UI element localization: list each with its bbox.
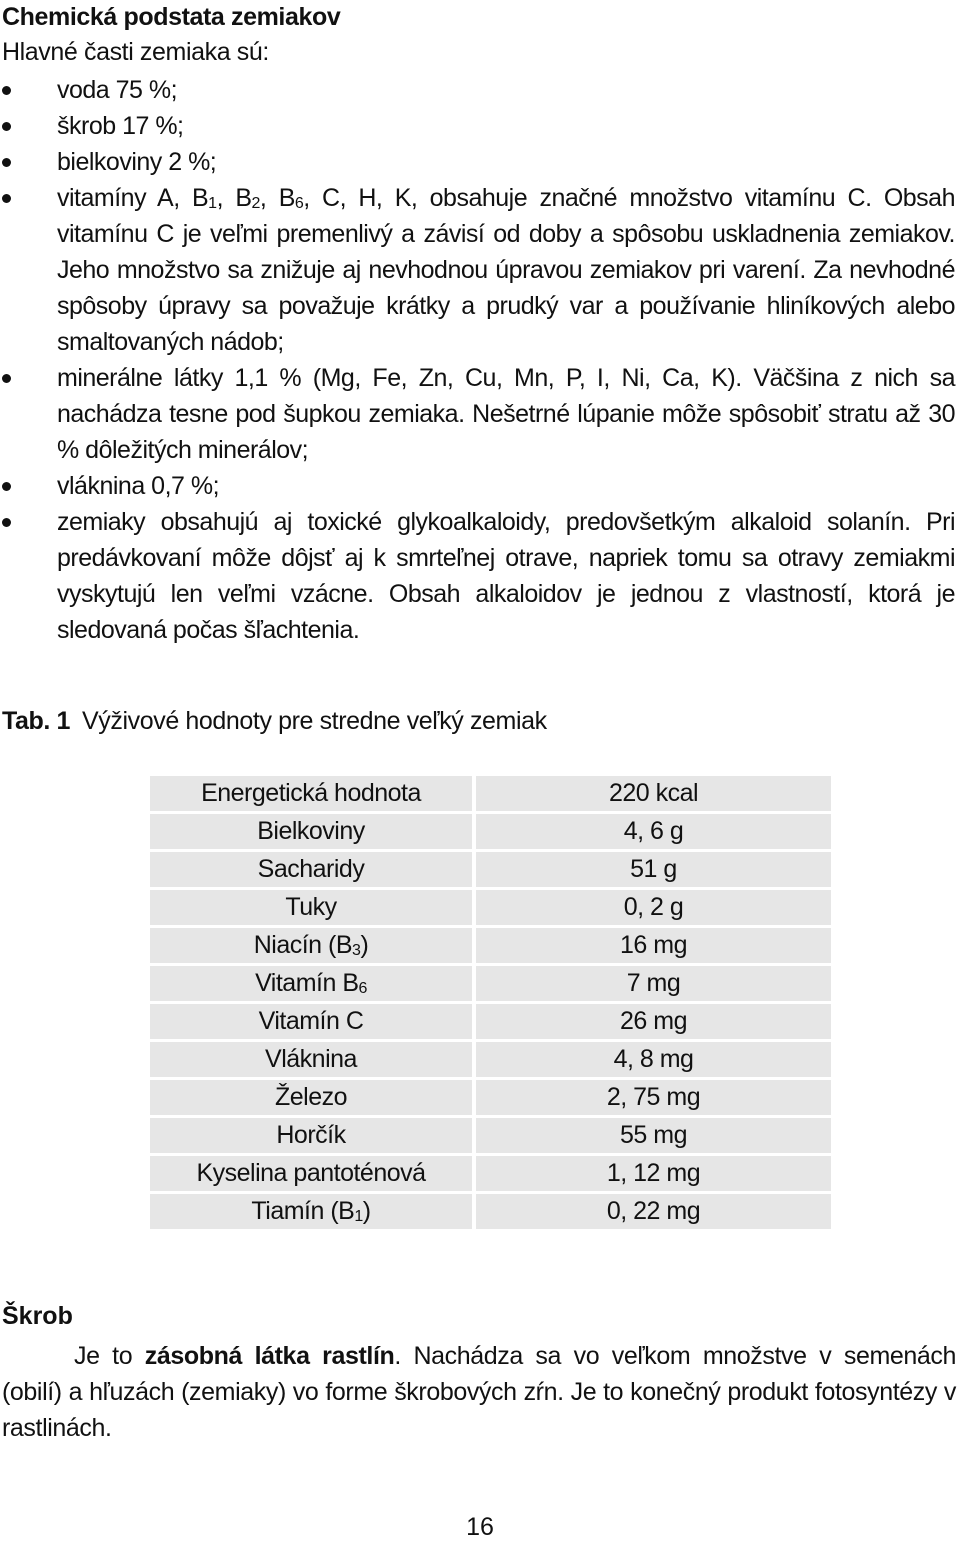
intro-text: Hlavné časti zemiaka sú: <box>2 38 269 66</box>
nutrient-value: 220 kcal <box>472 776 831 811</box>
nutrient-value: 16 mg <box>472 928 831 963</box>
table-caption <box>2 705 547 737</box>
bullet-list <box>0 72 960 648</box>
bullet-icon <box>2 194 11 203</box>
section-heading: Chemická podstata zemiakov <box>2 3 341 31</box>
nutrient-name: Bielkoviny <box>150 814 472 849</box>
table-row <box>150 776 831 811</box>
nutrient-name: Sacharidy <box>150 852 472 887</box>
nutrient-name: Tuky <box>150 890 472 925</box>
nutrient-value: 26 mg <box>472 1004 831 1039</box>
nutrient-name: Vitamín $B_6$ <box>150 966 472 1001</box>
nutrient-name: Tiamín $(B_1)$ <box>150 1194 472 1229</box>
table-row <box>150 1118 831 1153</box>
bullet-icon <box>2 86 11 95</box>
nutrient-name: Vitamín C <box>150 1004 472 1039</box>
list-item: vitamíny A, $B_1$, $B_2$, $B_6$, C, H, K, obsahuje značné množstvo vitamínu C. Obsah vitamínu C je veľmi premenlivý a závisí od doby a spôsobu uskladnenia zemiakov. Jeho množstvo sa znižuje aj nevhodnou úpravou zemiakov pri varení. Za nevhodné spôsoby úpravy sa považuje krátky a prudký var a používanie hliníkových alebo smaltovaných nádob; <box>0 180 955 360</box>
nutrient-name: Niacín $(B_3)$ <box>150 928 472 963</box>
list-item: škrob 17 %; <box>0 108 955 144</box>
nutrient-name: Železo <box>150 1080 472 1115</box>
nutrient-value: 2, 75 mg <box>472 1080 831 1115</box>
bullet-icon <box>2 518 11 527</box>
bullet-icon <box>2 482 11 491</box>
list-item: bielkoviny 2 %; <box>0 144 955 180</box>
nutrient-value: 55 mg <box>472 1118 831 1153</box>
nutrient-value: 4, 6 g <box>472 814 831 849</box>
section-heading-starch: Škrob <box>2 1302 73 1330</box>
nutrient-value: 51 g <box>472 852 831 887</box>
table-row <box>150 1156 831 1191</box>
table-row <box>150 966 831 1001</box>
list-item: minerálne látky 1,1 % (Mg, Fe, Zn, Cu, Mn, P, I, Ni, Ca, K). Väčšina z nich sa nachádza tesne pod šupkou zemiaka. Nešetrné lúpanie môže spôsobiť stratu až 30 % dôležitých minerálov; <box>0 360 955 468</box>
nutrient-name: Kyselina pantoténová <box>150 1156 472 1191</box>
nutrient-value: 0, 22 mg <box>472 1194 831 1229</box>
table-row <box>150 1194 831 1229</box>
nutrient-name: Horčík <box>150 1118 472 1153</box>
table-row <box>150 814 831 849</box>
nutrient-value: 0, 2 g <box>472 890 831 925</box>
bullet-icon <box>2 122 11 131</box>
table-title: Výživové hodnoty pre stredne veľký zemiak <box>82 707 547 735</box>
list-item: voda 75 %; <box>0 72 955 108</box>
table-row <box>150 1080 831 1115</box>
list-item: zemiaky obsahujú aj toxické glykoalkaloidy, predovšetkým alkaloid solanín. Pri predávkovaní môže dôjsť aj k smrteľnej otrave, napriek tomu sa otravy zemiakmi vyskytujú len veľmi vzácne. Obsah alkaloidov je jednou z vlastností, ktorá je sledovaná počas šľachtenia. <box>0 504 955 648</box>
table-row <box>150 1004 831 1039</box>
table-row <box>150 1042 831 1077</box>
nutrient-name: Energetická hodnota <box>150 776 472 811</box>
nutrient-value: 4, 8 mg <box>472 1042 831 1077</box>
table-label: Tab. 1 <box>2 707 70 735</box>
nutrient-value: 1, 12 mg <box>472 1156 831 1191</box>
table-row <box>150 928 831 963</box>
page-number: 16 <box>466 1513 494 1541</box>
bullet-icon <box>2 158 11 167</box>
nutrition-table <box>150 773 831 1232</box>
nutrient-name: Vláknina <box>150 1042 472 1077</box>
list-item: vláknina 0,7 %; <box>0 468 955 504</box>
table-row <box>150 890 831 925</box>
starch-paragraph: Je to zásobná látka rastlín. Nachádza sa vo veľkom množstve v semenách (obilí) a hľuzách (zemiaky) vo forme škrobových zŕn. Je to konečný produkt fotosyntézy v rastlinách. <box>2 1342 957 1442</box>
table-row <box>150 852 831 887</box>
nutrient-value: 7 mg <box>472 966 831 1001</box>
bold-term: zásobná látka rastlín <box>144 1342 395 1370</box>
bullet-icon <box>2 374 11 383</box>
